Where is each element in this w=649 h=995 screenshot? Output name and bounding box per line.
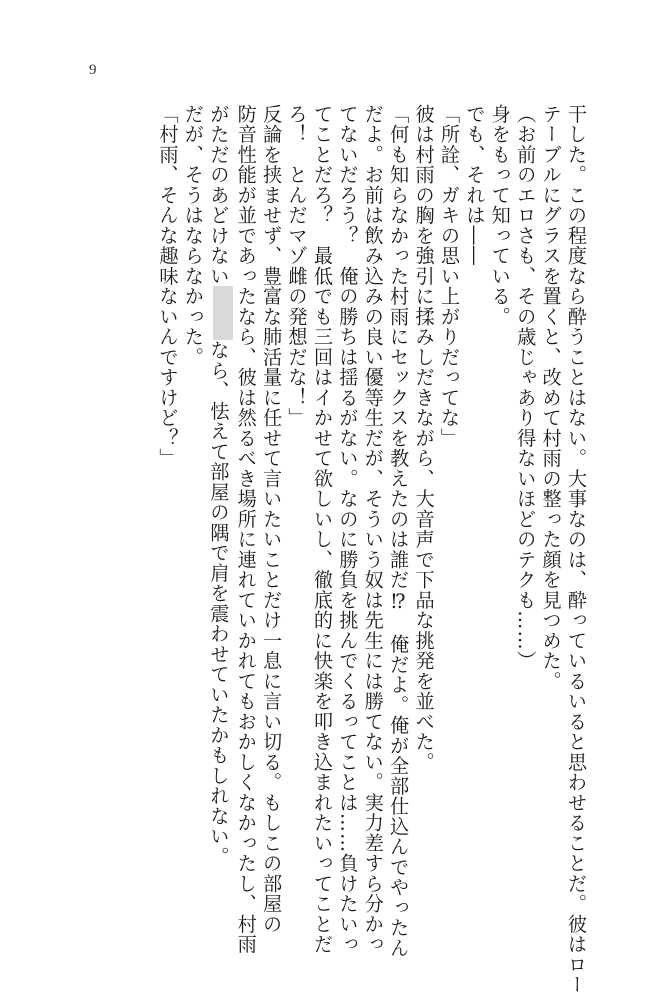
text-line: 反論を挟ませず、豊富な肺活量に任せて言いたいことだけ一息に言い切る。もしこの部屋の [260, 104, 284, 935]
text-segment: がただのあどけない [207, 104, 231, 287]
text-line-with-censor [206, 104, 233, 867]
text-line: てことだろ？ 最低でも三回はイかせて欲しいし、徹底的に快楽を叩き込まれたいってことだ [310, 104, 334, 955]
text-line: だが、そうはならなかった。 [181, 104, 205, 368]
censor-block [213, 286, 233, 340]
text-line: 「何も知らなかった村雨にセックスを教えたのは誰だ⁉ 俺だよ。俺が全部仕込んでやったん [387, 104, 411, 959]
text-line: （お前のエロさも、その歳じゃあり得ないほどのテクも……） [514, 104, 538, 671]
text-line: ろ！ とんだマゾ雌の発想だな！」 [285, 104, 309, 428]
text-line: テーブルにグラスを置くと、改めて村雨の整った顔を見つめた。 [539, 104, 563, 692]
text-line: 「村雨、そんな趣味ないんですけど？」 [156, 104, 180, 469]
text-line: でも、それは―― [463, 104, 487, 266]
text-line: 彼は村雨の胸を強引に揉みしだきながら、大音声で下品な挑発を並べた。 [412, 104, 436, 773]
text-line: 身をもって知っている。 [488, 104, 512, 327]
text-line: 防音性能が並であったなら、彼は然るべき場所に連れていかれてもおかしくなかったし、村雨 [234, 104, 258, 955]
page-number: 9 [89, 62, 97, 78]
text-line: だよ。お前は飲み込みの良い優等生だが、そういう奴は先生には勝てない。実力差すら分かっ [361, 104, 385, 955]
text-line: 「所詮、ガキの思い上がりだってな」 [437, 104, 461, 449]
vertical-text-body [155, 104, 589, 995]
text-segment: なら、怯えて部屋の隅で肩を震わせていたかもしれない。 [207, 340, 231, 867]
text-line: 干した。この程度なら酔うことはない。大事なのは、酔っているいると思わせることだ。彼はロー [565, 104, 588, 995]
text-line: てないだろう？ 俺の勝ちは揺るがない。なのに勝負を挑んでくるってことは……負けたいっ [336, 104, 360, 955]
